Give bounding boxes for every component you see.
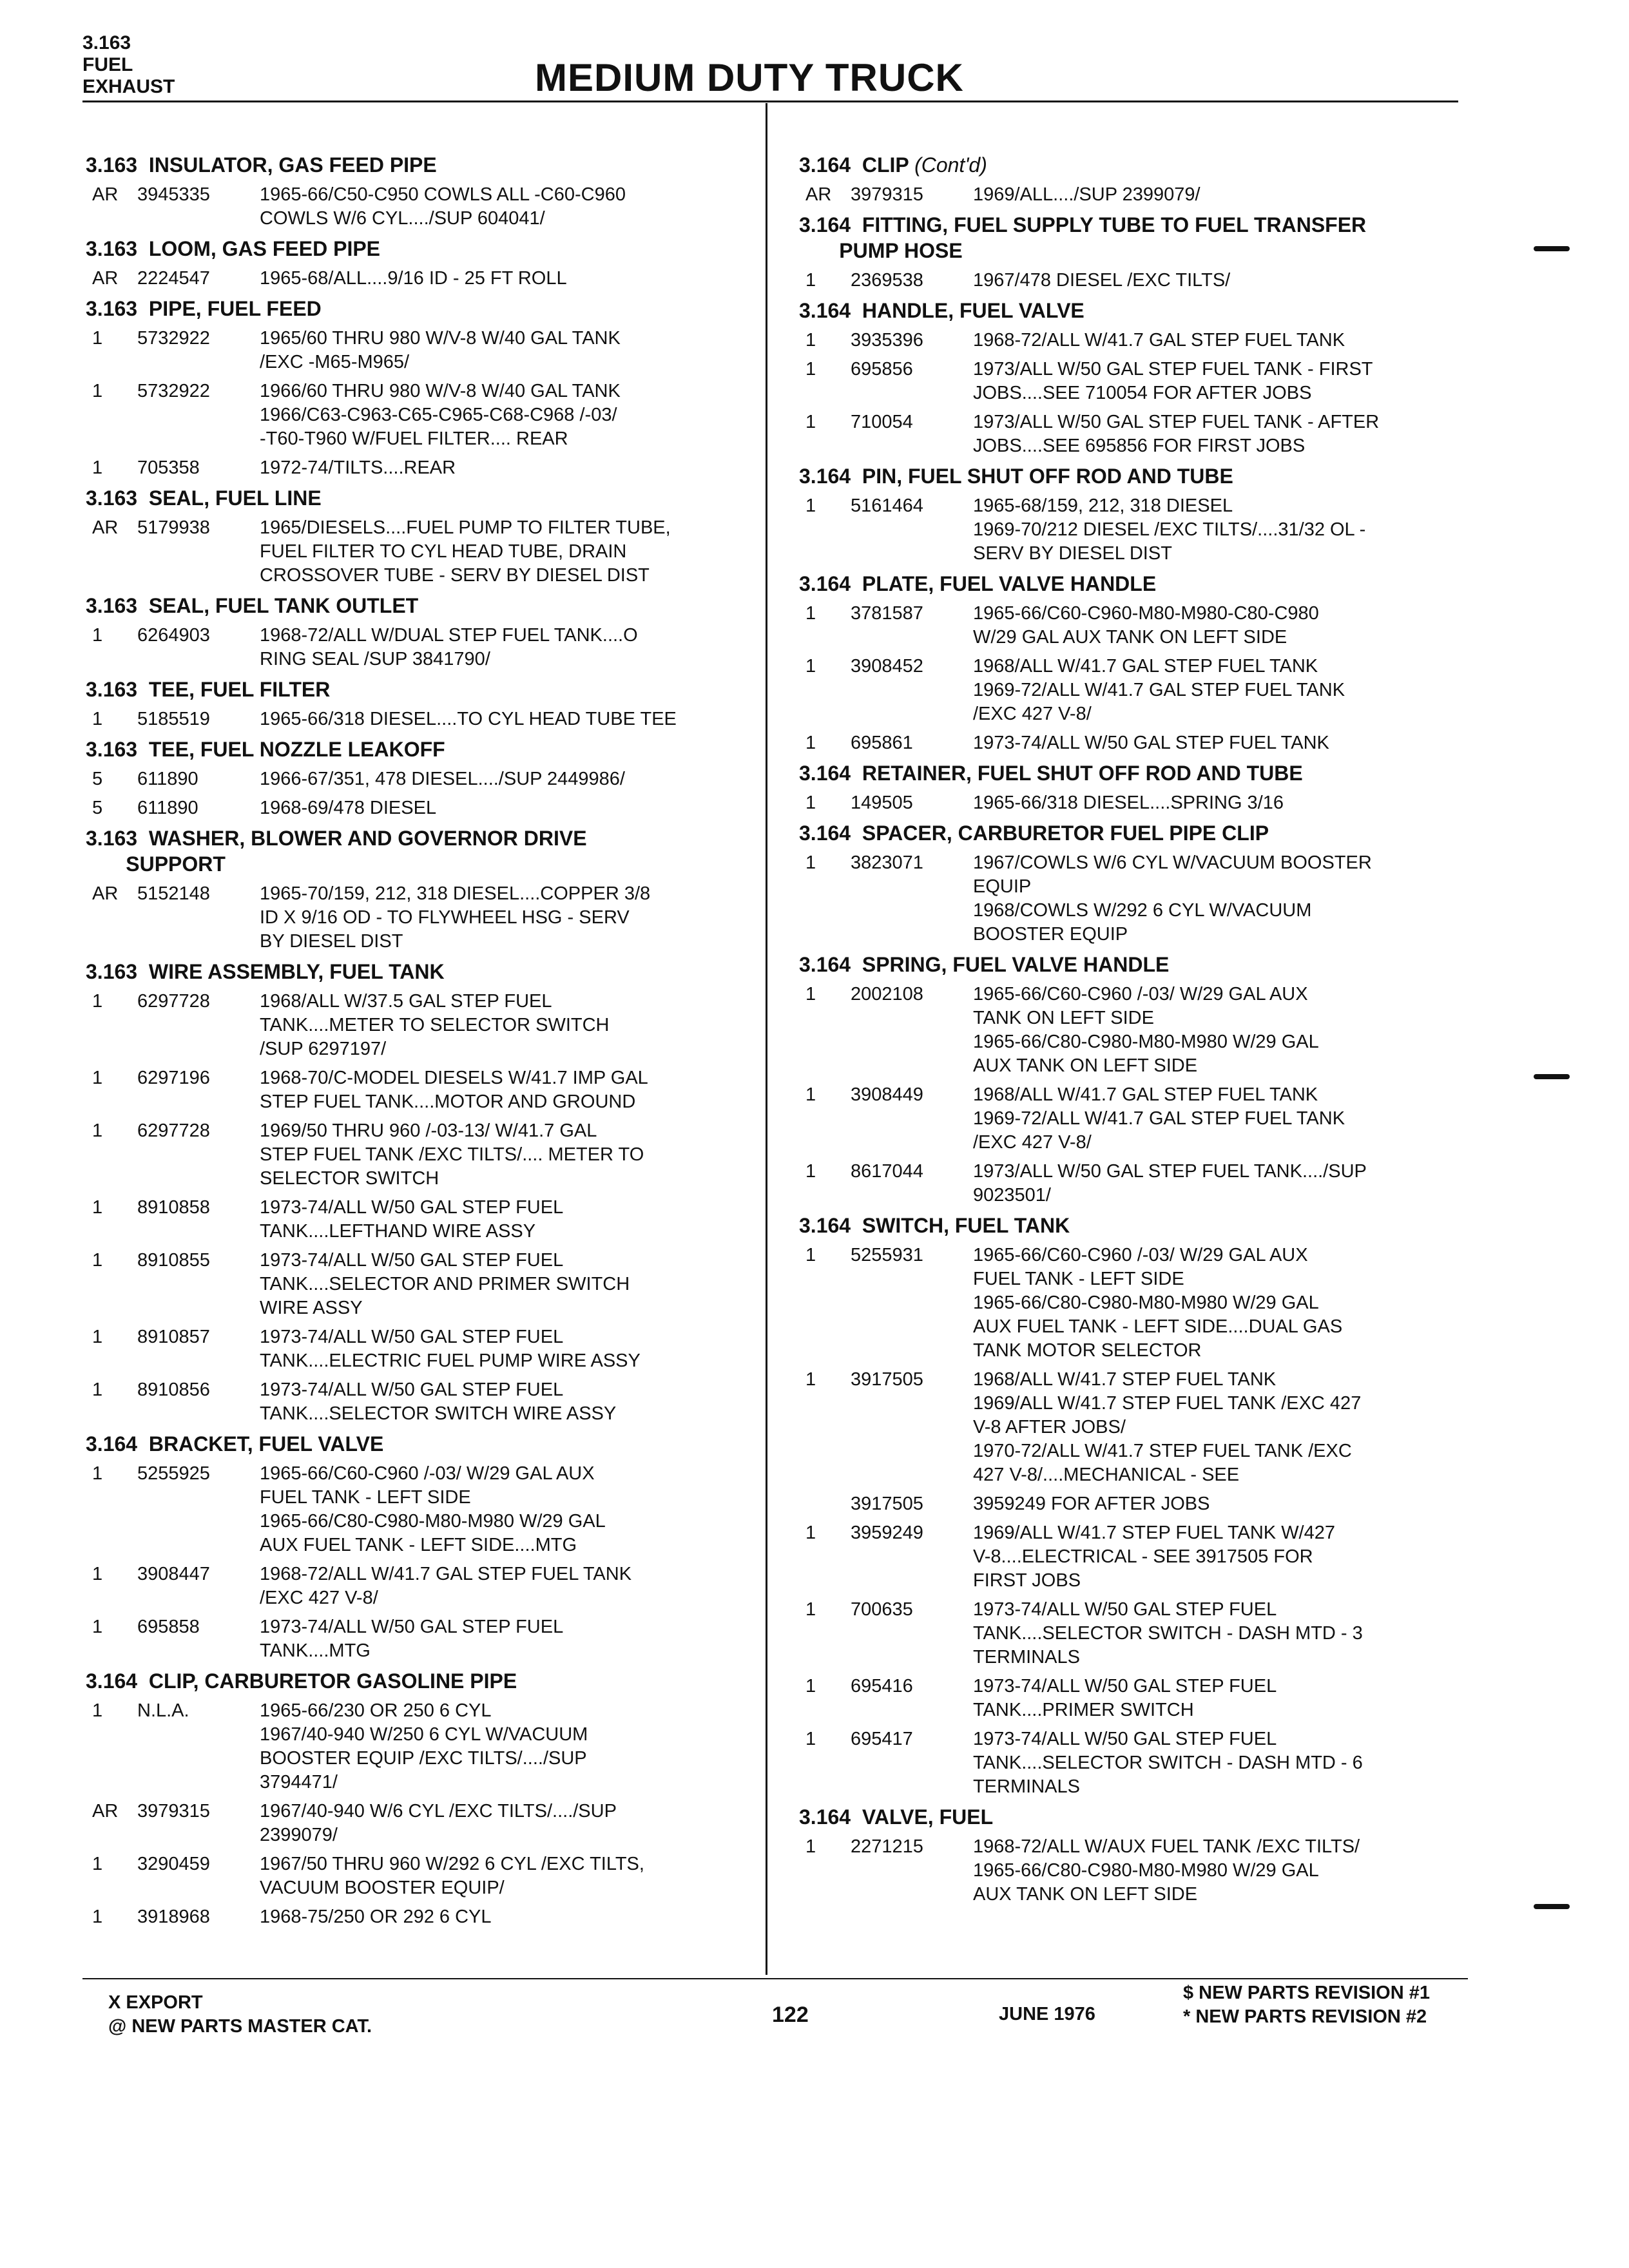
quantity: 1 <box>805 1084 816 1105</box>
part-entry <box>86 1562 756 1610</box>
part-description: 1973-74/ALL W/50 GAL STEP FUEL TANK....MTG <box>260 1617 564 1661</box>
part-number: 3935396 <box>851 330 923 351</box>
part-number: 6297728 <box>137 1120 210 1141</box>
part-description: 1968/ALL W/37.5 GAL STEP FUEL TANK....METER TO SELECTOR SWITCH /SUP 6297197/ <box>260 991 610 1059</box>
section-title-text: 3.163 WASHER, BLOWER AND GOVERNOR DRIVE SUPPORT <box>86 827 587 876</box>
part-description: 1973/ALL W/50 GAL STEP FUEL TANK - FIRST JOBS....SEE 710054 FOR AFTER JOBS <box>973 359 1373 403</box>
part-description: 1965-66/C60-C960 /-03/ W/29 GAL AUX TANK ON LEFT SIDE 1965-66/C80-C980-M80-M980 W/29 GAL AUX TANK ON LEFT SIDE <box>973 984 1319 1076</box>
part-entry <box>799 1727 1469 1799</box>
part-entry <box>799 602 1469 649</box>
part-description: 1965-66/230 OR 250 6 CYL 1967/40-940 W/250 6 CYL W/VACUUM BOOSTER EQUIP /EXC TILTS/..../SUP 3794471/ <box>260 1700 588 1792</box>
part-number: 5255925 <box>137 1463 210 1484</box>
part-number: 149505 <box>851 793 913 813</box>
catalog-section <box>86 959 756 1426</box>
quantity: 1 <box>92 1068 103 1088</box>
revision-margin-mark <box>1534 246 1570 251</box>
section-title-text: 3.163 TEE, FUEL FILTER <box>86 678 331 701</box>
quantity: AR <box>92 184 119 205</box>
section-title <box>86 1431 756 1457</box>
part-description: 1965-66/C60-C960-M80-M980-C80-C980 W/29 GAL AUX TANK ON LEFT SIDE <box>973 603 1319 648</box>
part-number: 5179938 <box>137 517 210 538</box>
footer-rule <box>82 1978 1468 1979</box>
part-entry <box>86 516 756 588</box>
catalog-section <box>86 1431 756 1663</box>
part-number: 3290459 <box>137 1854 210 1874</box>
section-title-text: 3.164 BRACKET, FUEL VALVE <box>86 1432 384 1456</box>
quantity: 1 <box>92 1700 103 1721</box>
part-number: 695861 <box>851 733 913 753</box>
right-column <box>799 152 1469 1912</box>
quantity: 1 <box>92 1907 103 1927</box>
section-title <box>799 298 1469 323</box>
section-title <box>86 296 756 322</box>
revision-margin-mark <box>1534 1074 1570 1079</box>
section-title <box>86 1668 756 1694</box>
part-description: 3959249 FOR AFTER JOBS <box>973 1494 1210 1514</box>
part-number: 5152148 <box>137 883 210 904</box>
catalog-section <box>86 1668 756 1929</box>
section-title-text: 3.164 SPRING, FUEL VALVE HANDLE <box>799 953 1170 976</box>
section-title-text: 3.163 WIRE ASSEMBLY, FUEL TANK <box>86 960 445 983</box>
quantity: 1 <box>92 1564 103 1584</box>
quantity: 1 <box>805 1599 816 1620</box>
part-entry <box>86 1119 756 1191</box>
section-title <box>86 677 756 702</box>
section-title-text: 3.164 SWITCH, FUEL TANK <box>799 1214 1070 1237</box>
catalog-section <box>799 952 1469 1207</box>
part-description: 1968-72/ALL W/DUAL STEP FUEL TANK....O RING SEAL /SUP 3841790/ <box>260 625 638 669</box>
section-title-text: 3.164 FITTING, FUEL SUPPLY TUBE TO FUEL TRANSFER PUMP HOSE <box>799 213 1367 262</box>
quantity: 1 <box>92 709 103 729</box>
part-description: 1965-66/318 DIESEL....SPRING 3/16 <box>973 793 1284 813</box>
quantity: 1 <box>805 1836 816 1857</box>
part-number: 5185519 <box>137 709 210 729</box>
part-description: 1966/60 THRU 980 W/V-8 W/40 GAL TANK 1966/C63-C963-C65-C965-C68-C968 /-03/ -T60-T960 W/FUEL FILTER.... REAR <box>260 381 621 449</box>
section-title-text: 3.163 TEE, FUEL NOZZLE LEAKOFF <box>86 738 445 761</box>
part-number: 2369538 <box>851 270 923 291</box>
catalog-section <box>86 296 756 480</box>
part-description: 1973-74/ALL W/50 GAL STEP FUEL TANK <box>973 733 1329 753</box>
catalog-section <box>86 677 756 731</box>
part-entry <box>799 269 1469 293</box>
part-number: 700635 <box>851 1599 913 1620</box>
part-entry <box>86 183 756 231</box>
section-title <box>86 236 756 262</box>
quantity: 1 <box>92 625 103 646</box>
quantity: 1 <box>92 457 103 478</box>
part-number: 3917505 <box>851 1369 923 1390</box>
part-entry <box>86 380 756 451</box>
part-entry <box>86 1615 756 1663</box>
part-entry <box>86 1196 756 1244</box>
quantity: 1 <box>805 852 816 873</box>
quantity: 1 <box>92 328 103 349</box>
part-number: 8910856 <box>137 1379 210 1400</box>
part-number: 695417 <box>851 1729 913 1749</box>
section-title-text: 3.163 SEAL, FUEL LINE <box>86 486 322 510</box>
part-description: 1973-74/ALL W/50 GAL STEP FUEL TANK....SELECTOR SWITCH - DASH MTD - 3 TERMINALS <box>973 1599 1363 1667</box>
part-entry <box>86 1800 756 1847</box>
part-description: 1969/ALL W/41.7 STEP FUEL TANK W/427 V-8....ELECTRICAL - SEE 3917505 FOR FIRST JOBS <box>973 1523 1336 1591</box>
revision-margin-mark <box>1534 1904 1570 1909</box>
part-description: 1965/60 THRU 980 W/V-8 W/40 GAL TANK /EXC -M65-M965/ <box>260 328 621 372</box>
part-description: 1973-74/ALL W/50 GAL STEP FUEL TANK....SELECTOR SWITCH WIRE ASSY <box>260 1379 617 1424</box>
part-number: 5732922 <box>137 381 210 401</box>
part-entry <box>86 1462 756 1557</box>
part-description: 1967/40-940 W/6 CYL /EXC TILTS/..../SUP 2399079/ <box>260 1801 617 1845</box>
part-entry <box>799 1492 1469 1516</box>
quantity: 1 <box>92 1250 103 1271</box>
part-number: 710054 <box>851 412 913 432</box>
part-description: 1968-72/ALL W/AUX FUEL TANK /EXC TILTS/ 1965-66/C80-C980-M80-M980 W/29 GAL AUX TANK ON LEFT SIDE <box>973 1836 1360 1905</box>
part-description: 1965-66/C50-C950 COWLS ALL -C60-C960 COWLS W/6 CYL..../SUP 604041/ <box>260 184 626 229</box>
part-entry <box>86 1378 756 1426</box>
part-description: 1968/ALL W/41.7 GAL STEP FUEL TANK 1969-72/ALL W/41.7 GAL STEP FUEL TANK /EXC 427 V-8/ <box>973 1084 1345 1153</box>
part-description: 1973-74/ALL W/50 GAL STEP FUEL TANK....SELECTOR AND PRIMER SWITCH WIRE ASSY <box>260 1250 630 1318</box>
publication-date: JUNE 1976 <box>999 2004 1095 2024</box>
part-number: 695416 <box>851 1676 913 1696</box>
section-title-text: 3.164 SPACER, CARBURETOR FUEL PIPE CLIP <box>799 822 1269 845</box>
quantity: AR <box>92 517 119 538</box>
part-entry <box>799 183 1469 207</box>
catalog-section <box>86 152 756 231</box>
part-entry <box>799 1083 1469 1155</box>
footer-legend-left: X EXPORT @ NEW PARTS MASTER CAT. <box>108 1992 372 2037</box>
left-column <box>86 152 756 1934</box>
part-number: 695856 <box>851 359 913 380</box>
quantity: 1 <box>805 793 816 813</box>
part-entry <box>86 1852 756 1900</box>
section-title <box>799 463 1469 489</box>
part-description: 1972-74/TILTS....REAR <box>260 457 456 478</box>
quantity: 1 <box>92 1463 103 1484</box>
part-number: 8910858 <box>137 1197 210 1218</box>
section-title <box>799 152 1469 178</box>
column-divider <box>766 103 767 1975</box>
part-description: 1968-72/ALL W/41.7 GAL STEP FUEL TANK /EXC 427 V-8/ <box>260 1564 632 1608</box>
quantity: 1 <box>92 1854 103 1874</box>
part-number: 5161464 <box>851 495 923 516</box>
catalog-section <box>86 236 756 291</box>
part-number: 3959249 <box>851 1523 923 1543</box>
part-entry <box>799 791 1469 815</box>
part-number: 3917505 <box>851 1494 923 1514</box>
part-description: 1973-74/ALL W/50 GAL STEP FUEL TANK....SELECTOR SWITCH - DASH MTD - 6 TERMINALS <box>973 1729 1363 1797</box>
section-title-text: 3.164 CLIP <box>799 153 915 177</box>
part-number: 3908452 <box>851 656 923 677</box>
part-description: 1973/ALL W/50 GAL STEP FUEL TANK..../SUP 9023501/ <box>973 1161 1367 1206</box>
catalog-section <box>86 485 756 588</box>
section-title <box>86 736 756 762</box>
section-title-text: 3.164 PIN, FUEL SHUT OFF ROD AND TUBE <box>799 465 1233 488</box>
quantity: 1 <box>805 984 816 1004</box>
part-number: 705358 <box>137 457 200 478</box>
part-entry <box>86 1699 756 1794</box>
part-number: N.L.A. <box>137 1700 189 1721</box>
part-description: 1969/ALL..../SUP 2399079/ <box>973 184 1200 205</box>
part-description: 1973-74/ALL W/50 GAL STEP FUEL TANK....LEFTHAND WIRE ASSY <box>260 1197 564 1242</box>
section-title <box>799 212 1469 264</box>
quantity: 1 <box>805 412 816 432</box>
catalog-section <box>799 1804 1469 1907</box>
part-description: 1968-69/478 DIESEL <box>260 798 437 818</box>
quantity: 5 <box>92 798 103 818</box>
section-title-text: 3.163 SEAL, FUEL TANK OUTLET <box>86 594 419 617</box>
catalog-section <box>799 212 1469 293</box>
section-title <box>86 485 756 511</box>
quantity: 1 <box>805 1523 816 1543</box>
part-number: 2271215 <box>851 1836 923 1857</box>
part-number: 5255931 <box>851 1245 923 1265</box>
quantity: 1 <box>805 359 816 380</box>
part-number: 8617044 <box>851 1161 923 1182</box>
part-entry <box>86 990 756 1061</box>
quantity: 1 <box>805 1245 816 1265</box>
quantity: 1 <box>805 733 816 753</box>
section-title-text: 3.164 VALVE, FUEL <box>799 1805 994 1829</box>
part-number: 3908447 <box>137 1564 210 1584</box>
part-number: 611890 <box>137 798 198 818</box>
section-reference: 3.163 FUEL EXHAUST <box>82 32 175 97</box>
part-number: 6297728 <box>137 991 210 1012</box>
part-description: 1969/50 THRU 960 /-03-13/ W/41.7 GAL STEP FUEL TANK /EXC TILTS/.... METER TO SELECTOR SWITCH <box>260 1120 644 1189</box>
quantity: 5 <box>92 769 103 789</box>
page-number: 122 <box>772 2003 809 2027</box>
part-description: 1968/ALL W/41.7 GAL STEP FUEL TANK 1969-72/ALL W/41.7 GAL STEP FUEL TANK /EXC 427 V-8/ <box>973 656 1345 724</box>
part-number: 3918968 <box>137 1907 210 1927</box>
part-entry <box>799 1368 1469 1487</box>
part-entry <box>799 1675 1469 1722</box>
part-entry <box>799 1521 1469 1593</box>
part-entry <box>86 1249 756 1320</box>
part-number: 5732922 <box>137 328 210 349</box>
part-entry <box>799 983 1469 1078</box>
part-number: 3908449 <box>851 1084 923 1105</box>
part-entry <box>86 882 756 954</box>
quantity: 1 <box>805 330 816 351</box>
part-entry <box>86 796 756 820</box>
section-title <box>799 820 1469 846</box>
part-number: 3945335 <box>137 184 210 205</box>
part-number: 695858 <box>137 1617 200 1637</box>
part-description: 1966-67/351, 478 DIESEL..../SUP 2449986/ <box>260 769 625 789</box>
quantity: 1 <box>92 991 103 1012</box>
part-entry <box>86 327 756 374</box>
part-number: 6264903 <box>137 625 210 646</box>
part-description: 1967/478 DIESEL /EXC TILTS/ <box>973 270 1231 291</box>
part-entry <box>799 329 1469 352</box>
quantity: 1 <box>92 1327 103 1347</box>
part-number: 3823071 <box>851 852 923 873</box>
section-title <box>799 952 1469 977</box>
part-entry <box>799 410 1469 458</box>
part-number: 611890 <box>137 769 198 789</box>
quantity: AR <box>805 184 832 205</box>
catalog-section <box>799 1213 1469 1799</box>
quantity: 1 <box>805 270 816 291</box>
part-entry <box>86 1066 756 1114</box>
part-entry <box>86 456 756 480</box>
part-description: 1965-70/159, 212, 318 DIESEL....COPPER 3/8 ID X 9/16 OD - TO FLYWHEEL HSG - SERV BY DIESEL DIST <box>260 883 651 952</box>
part-entry <box>799 655 1469 726</box>
quantity: 1 <box>805 1676 816 1696</box>
part-description: 1973-74/ALL W/50 GAL STEP FUEL TANK....ELECTRIC FUEL PUMP WIRE ASSY <box>260 1327 641 1371</box>
part-description: 1968-72/ALL W/41.7 GAL STEP FUEL TANK <box>973 330 1345 351</box>
part-description: 1968-75/250 OR 292 6 CYL <box>260 1907 492 1927</box>
section-title <box>799 1804 1469 1830</box>
catalog-section <box>799 298 1469 458</box>
quantity: AR <box>92 1801 119 1821</box>
part-description: 1967/COWLS W/6 CYL W/VACUUM BOOSTER EQUIP 1968/COWLS W/292 6 CYL W/VACUUM BOOSTER EQUIP <box>973 852 1372 945</box>
part-description: 1965/DIESELS....FUEL PUMP TO FILTER TUBE, FUEL FILTER TO CYL HEAD TUBE, DRAIN CROSSOVER TUBE - SERV BY DIESEL DIST <box>260 517 671 586</box>
catalog-section <box>799 152 1469 207</box>
section-title <box>86 152 756 178</box>
part-entry <box>799 1244 1469 1363</box>
header-rule <box>82 101 1458 102</box>
catalog-section <box>799 760 1469 815</box>
part-description: 1968/ALL W/41.7 STEP FUEL TANK 1969/ALL W/41.7 STEP FUEL TANK /EXC 427 V-8 AFTER JOBS/ 1970-72/ALL W/41.7 STEP FUEL TANK /EXC 427 V-8/....MECHANICAL - SEE <box>973 1369 1362 1485</box>
part-number: 3781587 <box>851 603 923 624</box>
catalog-section <box>86 825 756 954</box>
catalog-section <box>799 571 1469 755</box>
part-entry <box>86 767 756 791</box>
part-entry <box>799 851 1469 947</box>
part-entry <box>86 1905 756 1929</box>
part-entry <box>799 494 1469 566</box>
part-number: 8910857 <box>137 1327 210 1347</box>
part-entry <box>799 731 1469 755</box>
catalog-section <box>86 593 756 671</box>
quantity: 1 <box>92 1617 103 1637</box>
quantity: 1 <box>805 1161 816 1182</box>
part-description: 1965-66/318 DIESEL....TO CYL HEAD TUBE TEE <box>260 709 677 729</box>
part-number: 8910855 <box>137 1250 210 1271</box>
quantity: 1 <box>805 656 816 677</box>
section-title <box>86 825 756 877</box>
section-title <box>799 760 1469 786</box>
section-title-text: 3.163 PIPE, FUEL FEED <box>86 297 322 320</box>
footer-legend-right: $ NEW PARTS REVISION #1 * NEW PARTS REVISION #2 <box>1183 1983 1430 2027</box>
part-description: 1973/ALL W/50 GAL STEP FUEL TANK - AFTER JOBS....SEE 695856 FOR FIRST JOBS <box>973 412 1380 456</box>
catalog-section <box>799 820 1469 947</box>
quantity: 1 <box>92 1379 103 1400</box>
part-description: 1965-66/C60-C960 /-03/ W/29 GAL AUX FUEL TANK - LEFT SIDE 1965-66/C80-C980-M80-M980 W/29 GAL AUX FUEL TANK - LEFT SIDE....MTG <box>260 1463 606 1555</box>
quantity: 1 <box>805 1729 816 1749</box>
section-title <box>799 1213 1469 1238</box>
part-number: 3979315 <box>851 184 923 205</box>
part-entry <box>799 1835 1469 1907</box>
quantity: 1 <box>92 1197 103 1218</box>
page-title: MEDIUM DUTY TRUCK <box>535 56 964 99</box>
part-description: 1965-68/159, 212, 318 DIESEL 1969-70/212 DIESEL /EXC TILTS/....31/32 OL - SERV BY DIESEL DIST <box>973 495 1366 564</box>
part-entry <box>799 358 1469 405</box>
part-description: 1973-74/ALL W/50 GAL STEP FUEL TANK....PRIMER SWITCH <box>973 1676 1277 1720</box>
quantity: 1 <box>92 1120 103 1141</box>
part-number: 2224547 <box>137 268 210 289</box>
quantity: 1 <box>805 603 816 624</box>
quantity: 1 <box>805 495 816 516</box>
part-entry <box>86 707 756 731</box>
part-entry <box>86 267 756 291</box>
section-title <box>86 593 756 619</box>
part-number: 3979315 <box>137 1801 210 1821</box>
section-title <box>86 959 756 985</box>
part-entry <box>799 1598 1469 1669</box>
quantity: 1 <box>805 1369 816 1390</box>
part-description: 1965-66/C60-C960 /-03/ W/29 GAL AUX FUEL TANK - LEFT SIDE 1965-66/C80-C980-M80-M980 W/29 GAL AUX FUEL TANK - LEFT SIDE....DUAL GAS TANK MOTOR SELECTOR <box>973 1245 1343 1361</box>
part-number: 2002108 <box>851 984 923 1004</box>
section-title-text: 3.163 INSULATOR, GAS FEED PIPE <box>86 153 437 177</box>
catalog-section <box>86 736 756 820</box>
section-title-text: 3.164 PLATE, FUEL VALVE HANDLE <box>799 572 1157 595</box>
quantity: AR <box>92 883 119 904</box>
section-title-text: 3.164 CLIP, CARBURETOR GASOLINE PIPE <box>86 1669 517 1693</box>
section-title-text: 3.164 RETAINER, FUEL SHUT OFF ROD AND TUBE <box>799 762 1303 785</box>
part-entry <box>799 1160 1469 1207</box>
section-title <box>799 571 1469 597</box>
part-description: 1965-68/ALL....9/16 ID - 25 FT ROLL <box>260 268 567 289</box>
part-entry <box>86 624 756 671</box>
section-title-text: 3.163 LOOM, GAS FEED PIPE <box>86 237 381 260</box>
part-entry <box>86 1325 756 1373</box>
catalog-section <box>799 463 1469 566</box>
section-title-continued: (Cont'd) <box>914 153 987 177</box>
part-number: 6297196 <box>137 1068 210 1088</box>
quantity: AR <box>92 268 119 289</box>
part-description: 1968-70/C-MODEL DIESELS W/41.7 IMP GAL STEP FUEL TANK....MOTOR AND GROUND <box>260 1068 648 1112</box>
quantity: 1 <box>92 381 103 401</box>
part-description: 1967/50 THRU 960 W/292 6 CYL /EXC TILTS, VACUUM BOOSTER EQUIP/ <box>260 1854 644 1898</box>
section-title-text: 3.164 HANDLE, FUEL VALVE <box>799 299 1084 322</box>
